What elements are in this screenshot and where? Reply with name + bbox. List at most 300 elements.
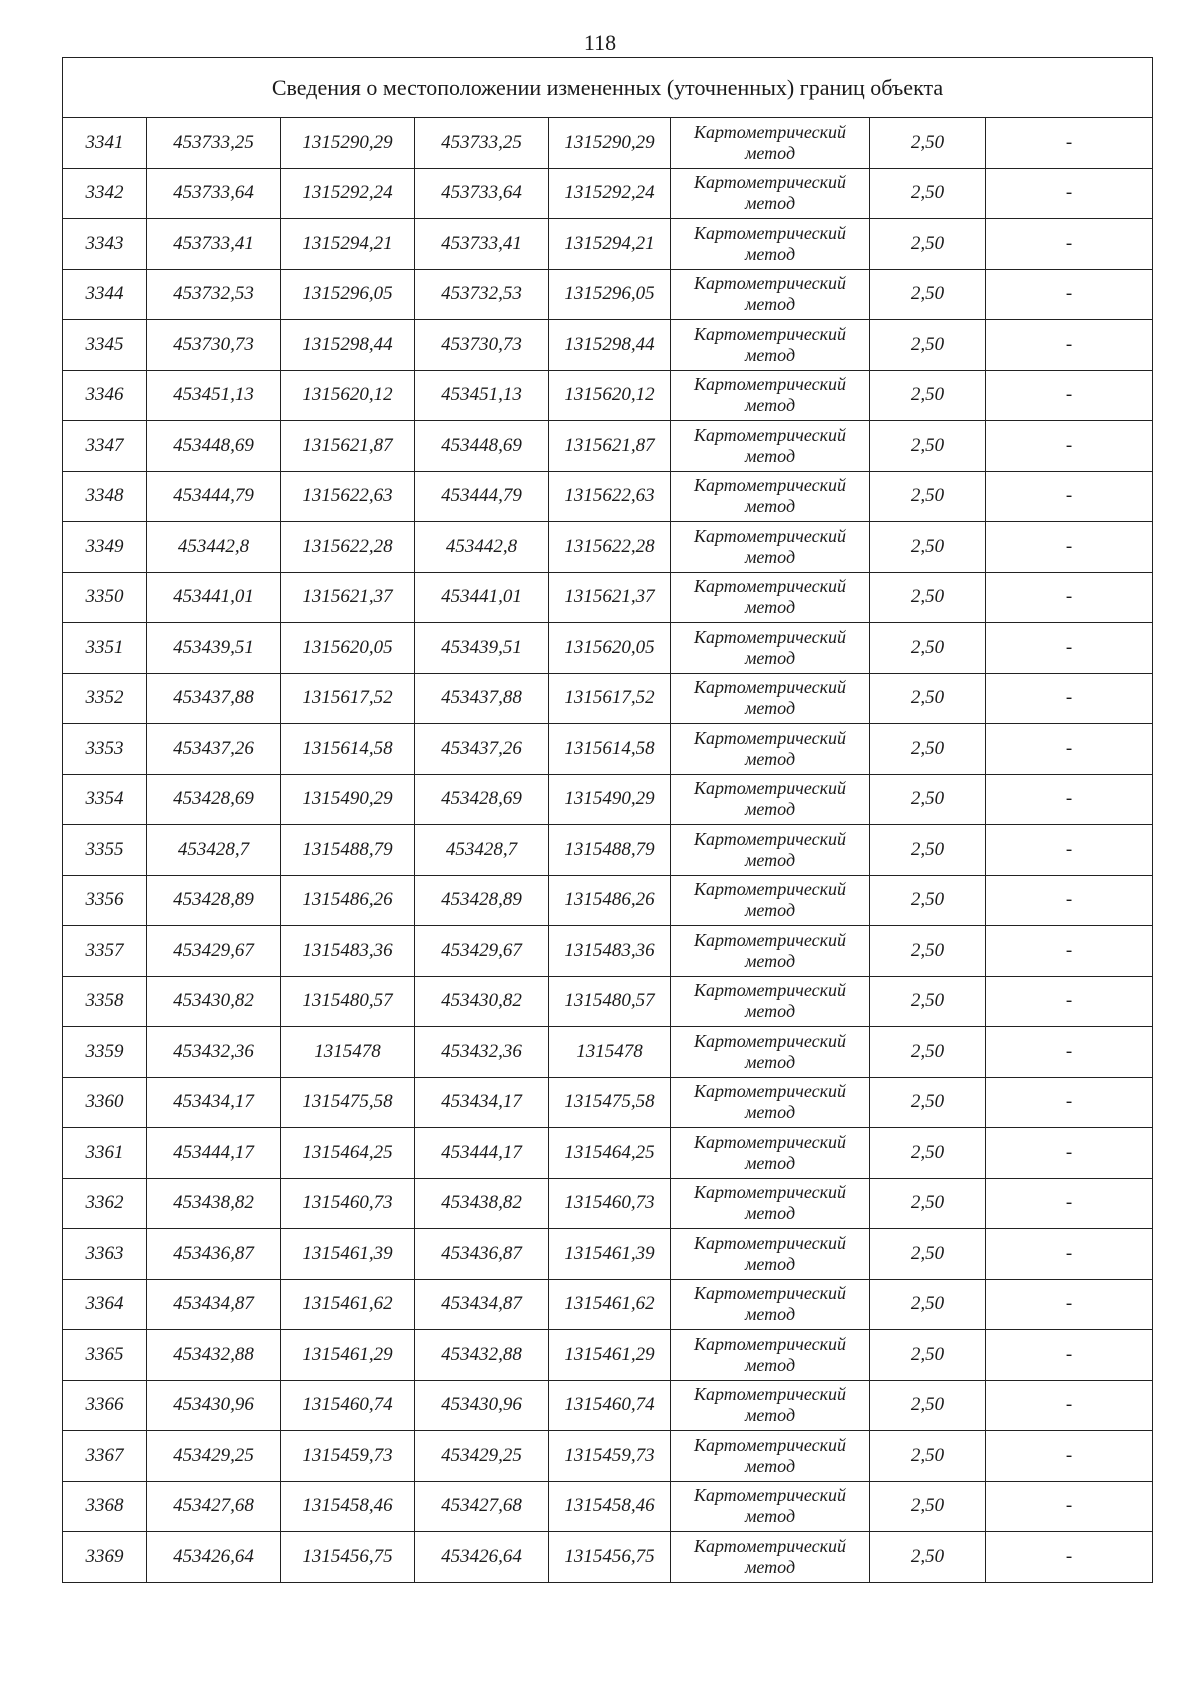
accuracy-cell: 2,50	[870, 1128, 986, 1179]
y-existing-cell: 1315614,58	[281, 724, 415, 775]
x-existing-cell: 453430,82	[147, 976, 281, 1027]
x-existing-cell: 453432,88	[147, 1330, 281, 1381]
x-refined-cell: 453733,25	[415, 118, 549, 169]
point-number-cell: 3360	[63, 1077, 147, 1128]
description-cell: -	[986, 825, 1153, 876]
point-number-cell: 3343	[63, 219, 147, 270]
accuracy-cell: 2,50	[870, 370, 986, 421]
x-existing-cell: 453444,17	[147, 1128, 281, 1179]
accuracy-cell: 2,50	[870, 976, 986, 1027]
method-cell	[671, 976, 870, 1027]
table-row	[63, 1330, 1153, 1381]
point-number-cell: 3347	[63, 421, 147, 472]
x-existing-cell: 453733,64	[147, 168, 281, 219]
y-existing-cell: 1315460,73	[281, 1178, 415, 1229]
x-refined-cell: 453428,89	[415, 875, 549, 926]
y-existing-cell: 1315475,58	[281, 1077, 415, 1128]
x-existing-cell: 453428,7	[147, 825, 281, 876]
method-line-1: Картометрический	[693, 778, 846, 799]
y-refined-cell: 1315460,74	[549, 1380, 671, 1431]
y-refined-cell: 1315622,63	[549, 471, 671, 522]
y-refined-cell: 1315461,62	[549, 1279, 671, 1330]
method-line-1: Картометрический	[693, 1131, 846, 1152]
point-number-cell: 3352	[63, 673, 147, 724]
point-number-cell: 3362	[63, 1178, 147, 1229]
table-row	[63, 976, 1153, 1027]
method-line-1: Картометрический	[693, 475, 846, 496]
x-refined-cell: 453441,01	[415, 572, 549, 623]
point-number-cell: 3342	[63, 168, 147, 219]
description-cell: -	[986, 168, 1153, 219]
method-cell	[671, 1380, 870, 1431]
method-line-2: метод	[744, 799, 796, 820]
point-number-cell: 3350	[63, 572, 147, 623]
table-row	[63, 673, 1153, 724]
table-row	[63, 1027, 1153, 1078]
method-line-2: метод	[744, 900, 796, 921]
point-number-cell: 3358	[63, 976, 147, 1027]
description-cell: -	[986, 471, 1153, 522]
x-refined-cell: 453437,88	[415, 673, 549, 724]
method-cell	[671, 320, 870, 371]
method-cell	[671, 1178, 870, 1229]
description-cell: -	[986, 572, 1153, 623]
point-number-cell: 3344	[63, 269, 147, 320]
accuracy-cell: 2,50	[870, 1380, 986, 1431]
description-cell: -	[986, 421, 1153, 472]
table-row	[63, 522, 1153, 573]
y-refined-cell: 1315621,87	[549, 421, 671, 472]
point-number-cell: 3366	[63, 1380, 147, 1431]
y-refined-cell: 1315621,37	[549, 572, 671, 623]
x-existing-cell: 453733,41	[147, 219, 281, 270]
x-existing-cell: 453430,96	[147, 1380, 281, 1431]
table-row	[63, 118, 1153, 169]
method-line-1: Картометрический	[693, 626, 846, 647]
point-number-cell: 3356	[63, 875, 147, 926]
accuracy-cell: 2,50	[870, 1330, 986, 1381]
description-cell: -	[986, 926, 1153, 977]
accuracy-cell: 2,50	[870, 875, 986, 926]
method-cell	[671, 875, 870, 926]
y-refined-cell: 1315458,46	[549, 1481, 671, 1532]
x-refined-cell: 453730,73	[415, 320, 549, 371]
y-refined-cell: 1315464,25	[549, 1128, 671, 1179]
y-refined-cell: 1315480,57	[549, 976, 671, 1027]
method-line-2: метод	[744, 1304, 796, 1325]
y-refined-cell: 1315488,79	[549, 825, 671, 876]
method-cell	[671, 522, 870, 573]
method-line-1: Картометрический	[693, 525, 846, 546]
point-number-cell: 3345	[63, 320, 147, 371]
x-refined-cell: 453437,26	[415, 724, 549, 775]
method-line-2: метод	[744, 344, 796, 365]
y-refined-cell: 1315461,29	[549, 1330, 671, 1381]
point-number-cell: 3369	[63, 1532, 147, 1583]
y-refined-cell: 1315456,75	[549, 1532, 671, 1583]
accuracy-cell: 2,50	[870, 825, 986, 876]
table-row	[63, 572, 1153, 623]
description-cell: -	[986, 118, 1153, 169]
table-row	[63, 269, 1153, 320]
y-existing-cell: 1315464,25	[281, 1128, 415, 1179]
y-existing-cell: 1315620,05	[281, 623, 415, 674]
description-cell: -	[986, 219, 1153, 270]
y-existing-cell: 1315459,73	[281, 1431, 415, 1482]
x-existing-cell: 453428,89	[147, 875, 281, 926]
accuracy-cell: 2,50	[870, 1178, 986, 1229]
table-row	[63, 825, 1153, 876]
method-line-2: метод	[744, 142, 796, 163]
point-number-cell: 3367	[63, 1431, 147, 1482]
x-existing-cell: 453438,82	[147, 1178, 281, 1229]
description-cell: -	[986, 1077, 1153, 1128]
method-cell	[671, 370, 870, 421]
accuracy-cell: 2,50	[870, 219, 986, 270]
point-number-cell: 3348	[63, 471, 147, 522]
y-existing-cell: 1315486,26	[281, 875, 415, 926]
description-cell: -	[986, 875, 1153, 926]
description-cell: -	[986, 269, 1153, 320]
description-cell: -	[986, 976, 1153, 1027]
method-line-2: метод	[744, 597, 796, 618]
x-refined-cell: 453436,87	[415, 1229, 549, 1280]
method-line-2: метод	[744, 193, 796, 214]
table-row	[63, 1128, 1153, 1179]
y-refined-cell: 1315620,05	[549, 623, 671, 674]
description-cell: -	[986, 623, 1153, 674]
point-number-cell: 3341	[63, 118, 147, 169]
method-line-2: метод	[744, 1051, 796, 1072]
accuracy-cell: 2,50	[870, 1077, 986, 1128]
point-number-cell: 3349	[63, 522, 147, 573]
description-cell: -	[986, 320, 1153, 371]
x-refined-cell: 453426,64	[415, 1532, 549, 1583]
method-line-1: Картометрический	[693, 1030, 846, 1051]
x-refined-cell: 453434,87	[415, 1279, 549, 1330]
x-refined-cell: 453427,68	[415, 1481, 549, 1532]
accuracy-cell: 2,50	[870, 1481, 986, 1532]
method-line-2: метод	[744, 294, 796, 315]
x-existing-cell: 453429,25	[147, 1431, 281, 1482]
y-existing-cell: 1315461,29	[281, 1330, 415, 1381]
method-cell	[671, 219, 870, 270]
method-line-1: Картометрический	[693, 1434, 846, 1455]
table-row	[63, 774, 1153, 825]
point-number-cell: 3368	[63, 1481, 147, 1532]
x-existing-cell: 453426,64	[147, 1532, 281, 1583]
method-line-1: Картометрический	[693, 1182, 846, 1203]
x-refined-cell: 453451,13	[415, 370, 549, 421]
x-refined-cell: 453429,25	[415, 1431, 549, 1482]
description-cell: -	[986, 1330, 1153, 1381]
point-number-cell: 3346	[63, 370, 147, 421]
x-refined-cell: 453444,17	[415, 1128, 549, 1179]
y-refined-cell: 1315292,24	[549, 168, 671, 219]
y-existing-cell: 1315461,62	[281, 1279, 415, 1330]
method-line-1: Картометрический	[693, 172, 846, 193]
table-row	[63, 1229, 1153, 1280]
method-cell	[671, 1229, 870, 1280]
description-cell: -	[986, 774, 1153, 825]
y-existing-cell: 1315460,74	[281, 1380, 415, 1431]
table-row	[63, 168, 1153, 219]
y-existing-cell: 1315458,46	[281, 1481, 415, 1532]
method-line-1: Картометрический	[693, 980, 846, 1001]
method-cell	[671, 1077, 870, 1128]
method-cell	[671, 1128, 870, 1179]
method-cell	[671, 774, 870, 825]
y-refined-cell: 1315617,52	[549, 673, 671, 724]
y-existing-cell: 1315296,05	[281, 269, 415, 320]
x-refined-cell: 453733,41	[415, 219, 549, 270]
method-line-2: метод	[744, 1253, 796, 1274]
accuracy-cell: 2,50	[870, 926, 986, 977]
table-row	[63, 1380, 1153, 1431]
x-refined-cell: 453442,8	[415, 522, 549, 573]
x-existing-cell: 453434,87	[147, 1279, 281, 1330]
method-line-2: метод	[744, 1203, 796, 1224]
point-number-cell: 3365	[63, 1330, 147, 1381]
method-cell	[671, 1330, 870, 1381]
method-cell	[671, 1027, 870, 1078]
accuracy-cell: 2,50	[870, 522, 986, 573]
table-row	[63, 1279, 1153, 1330]
method-cell	[671, 421, 870, 472]
y-refined-cell: 1315460,73	[549, 1178, 671, 1229]
y-existing-cell: 1315622,63	[281, 471, 415, 522]
method-line-1: Картометрический	[693, 576, 846, 597]
accuracy-cell: 2,50	[870, 623, 986, 674]
method-line-1: Картометрический	[693, 879, 846, 900]
table-body	[63, 58, 1153, 1583]
x-existing-cell: 453448,69	[147, 421, 281, 472]
description-cell: -	[986, 1178, 1153, 1229]
description-cell: -	[986, 522, 1153, 573]
method-line-1: Картометрический	[693, 929, 846, 950]
y-refined-cell: 1315298,44	[549, 320, 671, 371]
table-row	[63, 724, 1153, 775]
y-existing-cell: 1315622,28	[281, 522, 415, 573]
table-row	[63, 1178, 1153, 1229]
x-refined-cell: 453439,51	[415, 623, 549, 674]
method-line-2: метод	[744, 698, 796, 719]
description-cell: -	[986, 1027, 1153, 1078]
point-number-cell: 3354	[63, 774, 147, 825]
description-cell: -	[986, 1380, 1153, 1431]
y-refined-cell: 1315483,36	[549, 926, 671, 977]
method-cell	[671, 623, 870, 674]
y-refined-cell: 1315290,29	[549, 118, 671, 169]
method-cell	[671, 825, 870, 876]
method-line-2: метод	[744, 1152, 796, 1173]
method-line-1: Картометрический	[693, 1485, 846, 1506]
method-line-1: Картометрический	[693, 1535, 846, 1556]
table-row	[63, 219, 1153, 270]
method-line-1: Картометрический	[693, 677, 846, 698]
table-row	[63, 1431, 1153, 1482]
x-existing-cell: 453429,67	[147, 926, 281, 977]
method-line-1: Картометрический	[693, 323, 846, 344]
description-cell: -	[986, 1279, 1153, 1330]
method-line-1: Картометрический	[693, 1232, 846, 1253]
x-existing-cell: 453434,17	[147, 1077, 281, 1128]
accuracy-cell: 2,50	[870, 673, 986, 724]
y-existing-cell: 1315298,44	[281, 320, 415, 371]
description-cell: -	[986, 370, 1153, 421]
method-line-1: Картометрический	[693, 1333, 846, 1354]
x-refined-cell: 453428,7	[415, 825, 549, 876]
description-cell: -	[986, 1532, 1153, 1583]
x-existing-cell: 453436,87	[147, 1229, 281, 1280]
y-existing-cell: 1315483,36	[281, 926, 415, 977]
method-line-2: метод	[744, 395, 796, 416]
x-existing-cell: 453439,51	[147, 623, 281, 674]
y-existing-cell: 1315480,57	[281, 976, 415, 1027]
method-line-1: Картометрический	[693, 828, 846, 849]
accuracy-cell: 2,50	[870, 774, 986, 825]
accuracy-cell: 2,50	[870, 269, 986, 320]
accuracy-cell: 2,50	[870, 1229, 986, 1280]
point-number-cell: 3359	[63, 1027, 147, 1078]
description-cell: -	[986, 1481, 1153, 1532]
method-cell	[671, 724, 870, 775]
method-line-2: метод	[744, 243, 796, 264]
method-line-1: Картометрический	[693, 121, 846, 142]
method-line-2: метод	[744, 546, 796, 567]
method-line-2: метод	[744, 445, 796, 466]
y-refined-cell: 1315461,39	[549, 1229, 671, 1280]
x-refined-cell: 453448,69	[415, 421, 549, 472]
accuracy-cell: 2,50	[870, 421, 986, 472]
table-caption-row	[63, 58, 1153, 118]
method-cell	[671, 1431, 870, 1482]
method-line-2: метод	[744, 1354, 796, 1375]
method-line-2: метод	[744, 1001, 796, 1022]
y-existing-cell: 1315478	[281, 1027, 415, 1078]
method-line-2: метод	[744, 647, 796, 668]
x-existing-cell: 453732,53	[147, 269, 281, 320]
y-existing-cell: 1315617,52	[281, 673, 415, 724]
accuracy-cell: 2,50	[870, 724, 986, 775]
table-row	[63, 1532, 1153, 1583]
x-refined-cell: 453434,17	[415, 1077, 549, 1128]
method-cell	[671, 1481, 870, 1532]
table-row	[63, 875, 1153, 926]
method-line-2: метод	[744, 950, 796, 971]
point-number-cell: 3353	[63, 724, 147, 775]
description-cell: -	[986, 673, 1153, 724]
x-refined-cell: 453430,82	[415, 976, 549, 1027]
point-number-cell: 3364	[63, 1279, 147, 1330]
method-line-2: метод	[744, 1102, 796, 1123]
y-existing-cell: 1315290,29	[281, 118, 415, 169]
method-cell	[671, 1279, 870, 1330]
y-existing-cell: 1315620,12	[281, 370, 415, 421]
x-refined-cell: 453432,88	[415, 1330, 549, 1381]
accuracy-cell: 2,50	[870, 118, 986, 169]
y-refined-cell: 1315486,26	[549, 875, 671, 926]
method-line-2: метод	[744, 1455, 796, 1476]
y-existing-cell: 1315621,87	[281, 421, 415, 472]
accuracy-cell: 2,50	[870, 168, 986, 219]
table-caption: Сведения о местоположении измененных (уточненных) границ объекта	[63, 58, 1153, 118]
method-line-1: Картометрический	[693, 727, 846, 748]
accuracy-cell: 2,50	[870, 572, 986, 623]
method-line-2: метод	[744, 1405, 796, 1426]
method-line-1: Картометрический	[693, 273, 846, 294]
description-cell: -	[986, 1431, 1153, 1482]
table-row	[63, 1481, 1153, 1532]
y-existing-cell: 1315621,37	[281, 572, 415, 623]
x-existing-cell: 453432,36	[147, 1027, 281, 1078]
method-line-2: метод	[744, 748, 796, 769]
method-cell	[671, 471, 870, 522]
y-refined-cell: 1315622,28	[549, 522, 671, 573]
x-existing-cell: 453442,8	[147, 522, 281, 573]
point-number-cell: 3361	[63, 1128, 147, 1179]
method-line-2: метод	[744, 496, 796, 517]
method-cell	[671, 572, 870, 623]
accuracy-cell: 2,50	[870, 471, 986, 522]
method-cell	[671, 673, 870, 724]
x-refined-cell: 453732,53	[415, 269, 549, 320]
point-number-cell: 3355	[63, 825, 147, 876]
y-refined-cell: 1315294,21	[549, 219, 671, 270]
x-refined-cell: 453430,96	[415, 1380, 549, 1431]
accuracy-cell: 2,50	[870, 1279, 986, 1330]
y-refined-cell: 1315478	[549, 1027, 671, 1078]
method-cell	[671, 1532, 870, 1583]
table-row	[63, 926, 1153, 977]
table-row	[63, 370, 1153, 421]
y-refined-cell: 1315490,29	[549, 774, 671, 825]
method-line-1: Картометрический	[693, 374, 846, 395]
table-row	[63, 471, 1153, 522]
x-existing-cell: 453437,26	[147, 724, 281, 775]
method-line-2: метод	[744, 1506, 796, 1527]
method-line-1: Картометрический	[693, 222, 846, 243]
description-cell: -	[986, 1128, 1153, 1179]
method-line-1: Картометрический	[693, 424, 846, 445]
y-existing-cell: 1315461,39	[281, 1229, 415, 1280]
x-existing-cell: 453441,01	[147, 572, 281, 623]
table-row	[63, 1077, 1153, 1128]
method-cell	[671, 118, 870, 169]
x-existing-cell: 453733,25	[147, 118, 281, 169]
y-refined-cell: 1315614,58	[549, 724, 671, 775]
y-existing-cell: 1315294,21	[281, 219, 415, 270]
table-row	[63, 320, 1153, 371]
y-existing-cell: 1315490,29	[281, 774, 415, 825]
x-refined-cell: 453432,36	[415, 1027, 549, 1078]
point-number-cell: 3363	[63, 1229, 147, 1280]
table-row	[63, 623, 1153, 674]
x-existing-cell: 453730,73	[147, 320, 281, 371]
accuracy-cell: 2,50	[870, 1431, 986, 1482]
y-existing-cell: 1315488,79	[281, 825, 415, 876]
y-refined-cell: 1315296,05	[549, 269, 671, 320]
x-existing-cell: 453451,13	[147, 370, 281, 421]
page-number: 118	[583, 30, 617, 55]
x-refined-cell: 453438,82	[415, 1178, 549, 1229]
accuracy-cell: 2,50	[870, 1027, 986, 1078]
method-cell	[671, 926, 870, 977]
y-existing-cell: 1315456,75	[281, 1532, 415, 1583]
x-refined-cell: 453428,69	[415, 774, 549, 825]
method-cell	[671, 269, 870, 320]
x-existing-cell: 453427,68	[147, 1481, 281, 1532]
